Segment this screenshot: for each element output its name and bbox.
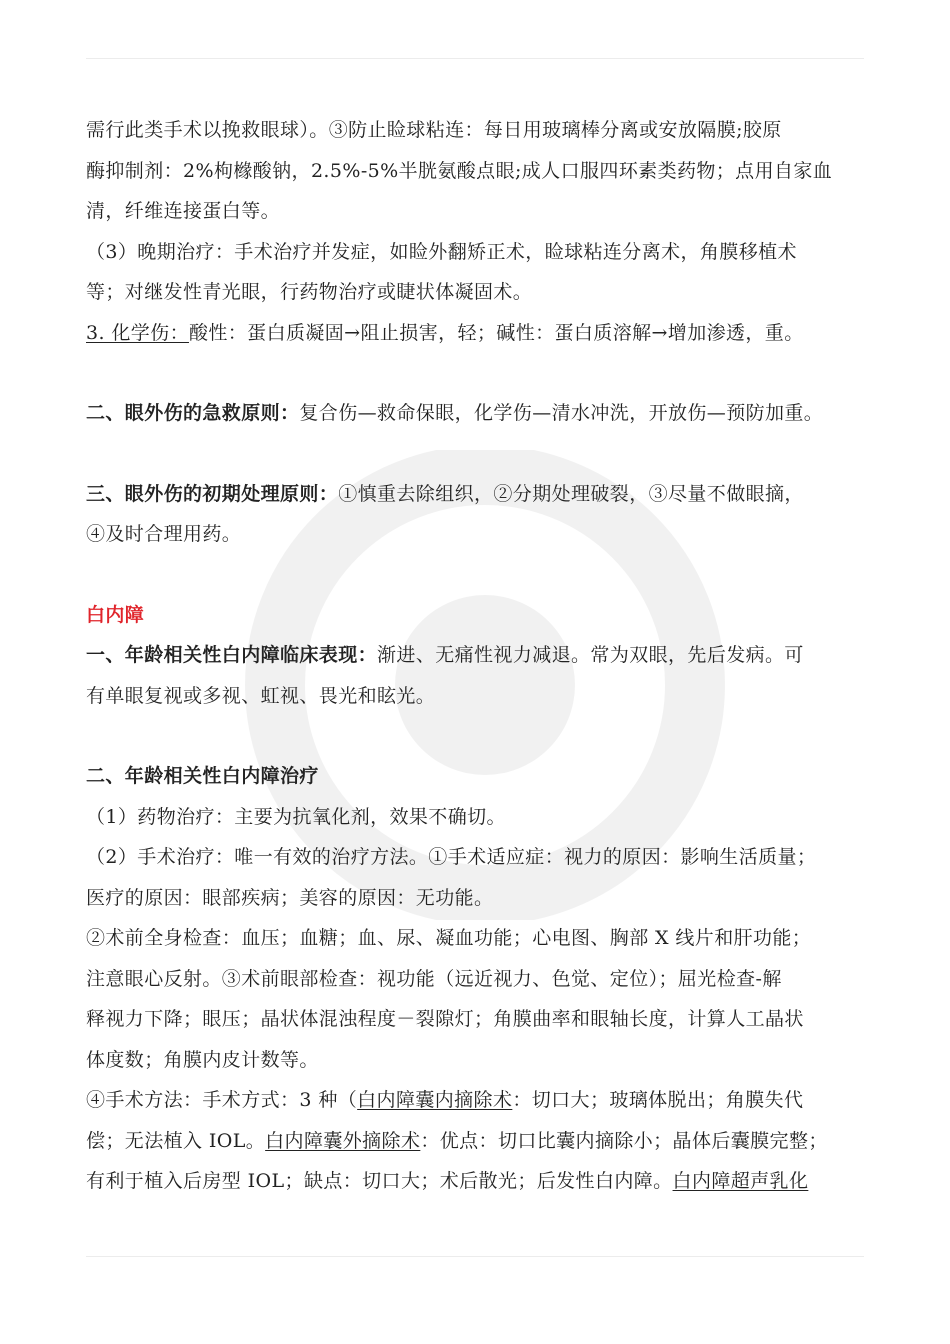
section-heading: 二、眼外伤的急救原则： — [86, 402, 300, 424]
text-segment: ：优点：切口比囊内摘除小；晶体后囊膜完整； — [420, 1129, 828, 1152]
paragraph-line: 有单眼复视或多视、虹视、畏光和眩光。 — [86, 684, 436, 707]
paragraph-line: 释视力下降；眼压；晶状体混浊程度－裂隙灯；角膜曲率和眼轴长度，计算人工晶状 — [86, 1008, 804, 1030]
text-segment: ④手术方法：手术方式：3 种（ — [86, 1089, 358, 1111]
paragraph-line: ②术前全身检查：血压；血糖；血、尿、凝血功能；心电图、胸部 X 线片和肝功能； — [86, 927, 812, 949]
section-heading: 一、年龄相关性白内障临床表现： — [86, 644, 378, 666]
underlined-term: 白内障囊内摘除术 — [357, 1089, 513, 1111]
text-segment: ：切口大；玻璃体脱出；角膜失代 — [512, 1089, 804, 1111]
section-heading: 二、年龄相关性白内障治疗 — [86, 765, 319, 787]
chemical-injury-text: 酸性：蛋白质凝固→阻止损害，轻；碱性：蛋白质溶解→增加渗透，重。 — [188, 321, 804, 344]
initial-treatment-principle — [86, 474, 886, 515]
bottom-rule — [86, 1256, 864, 1257]
underlined-term: 白内障囊外摘除术 — [265, 1129, 421, 1152]
text-segment: 偿；无法植入 IOL。 — [86, 1129, 266, 1152]
paragraph-line: 酶抑制剂：2%枸橼酸钠，2.5%-5%半胱氨酸点眼;成人口服四环素类药物；点用自家血 — [86, 159, 833, 182]
paragraph-line — [86, 1161, 886, 1202]
paragraph-line: ④及时合理用药。 — [86, 523, 242, 545]
underlined-term: 白内障超声乳化 — [672, 1170, 809, 1192]
paragraph-line: （1）药物治疗：主要为抗氧化剂，效果不确切。 — [86, 805, 506, 828]
paragraph-line: （2）手术治疗：唯一有效的治疗方法。①手术适应症：视力的原因：影响生活质量； — [86, 846, 817, 868]
paragraph-line: 医疗的原因：眼部疾病；美容的原因：无功能。 — [86, 886, 494, 909]
paragraph-line — [86, 1080, 886, 1121]
paragraph-line: 清，纤维连接蛋白等。 — [86, 200, 281, 222]
paragraph-line: 需行此类手术以挽救眼球）。③防止睑球粘连：每日用玻璃棒分离或安放隔膜;胶原 — [86, 119, 782, 141]
section-text: 复合伤—救命保眼，化学伤—清水冲洗，开放伤—预防加重。 — [299, 402, 824, 424]
paragraph-line: 等；对继发性青光眼，行药物治疗或睫状体凝固术。 — [86, 281, 533, 303]
paragraph-line: 体度数；角膜内皮计数等。 — [86, 1048, 319, 1071]
paragraph-line: 注意眼心反射。③术前眼部检查：视功能（远近视力、色觉、定位）；屈光检查-解 — [86, 967, 782, 990]
chemical-injury-label: 3. 化学伤： — [86, 321, 189, 344]
section-text: ①慎重去除组织，②分期处理破裂，③尽量不做眼摘， — [338, 482, 804, 505]
category-title: 白内障 — [86, 603, 145, 626]
text-segment: 有利于植入后房型 IOL；缺点：切口大；术后散光；后发性白内障。 — [86, 1170, 673, 1192]
section-text: 渐进、无痛性视力减退。常为双眼，先后发病。可 — [377, 644, 804, 666]
paragraph-line: （3）晚期治疗：手术治疗并发症，如睑外翻矫正术，睑球粘连分离术，角膜移植术 — [86, 240, 797, 263]
paragraph-line — [86, 1121, 886, 1162]
first-aid-principle — [86, 393, 886, 434]
cataract-symptoms — [86, 635, 886, 676]
chemical-injury-line — [86, 313, 886, 354]
section-heading: 三、眼外伤的初期处理原则： — [86, 482, 339, 505]
document-body — [86, 110, 886, 1202]
top-rule — [86, 58, 864, 59]
